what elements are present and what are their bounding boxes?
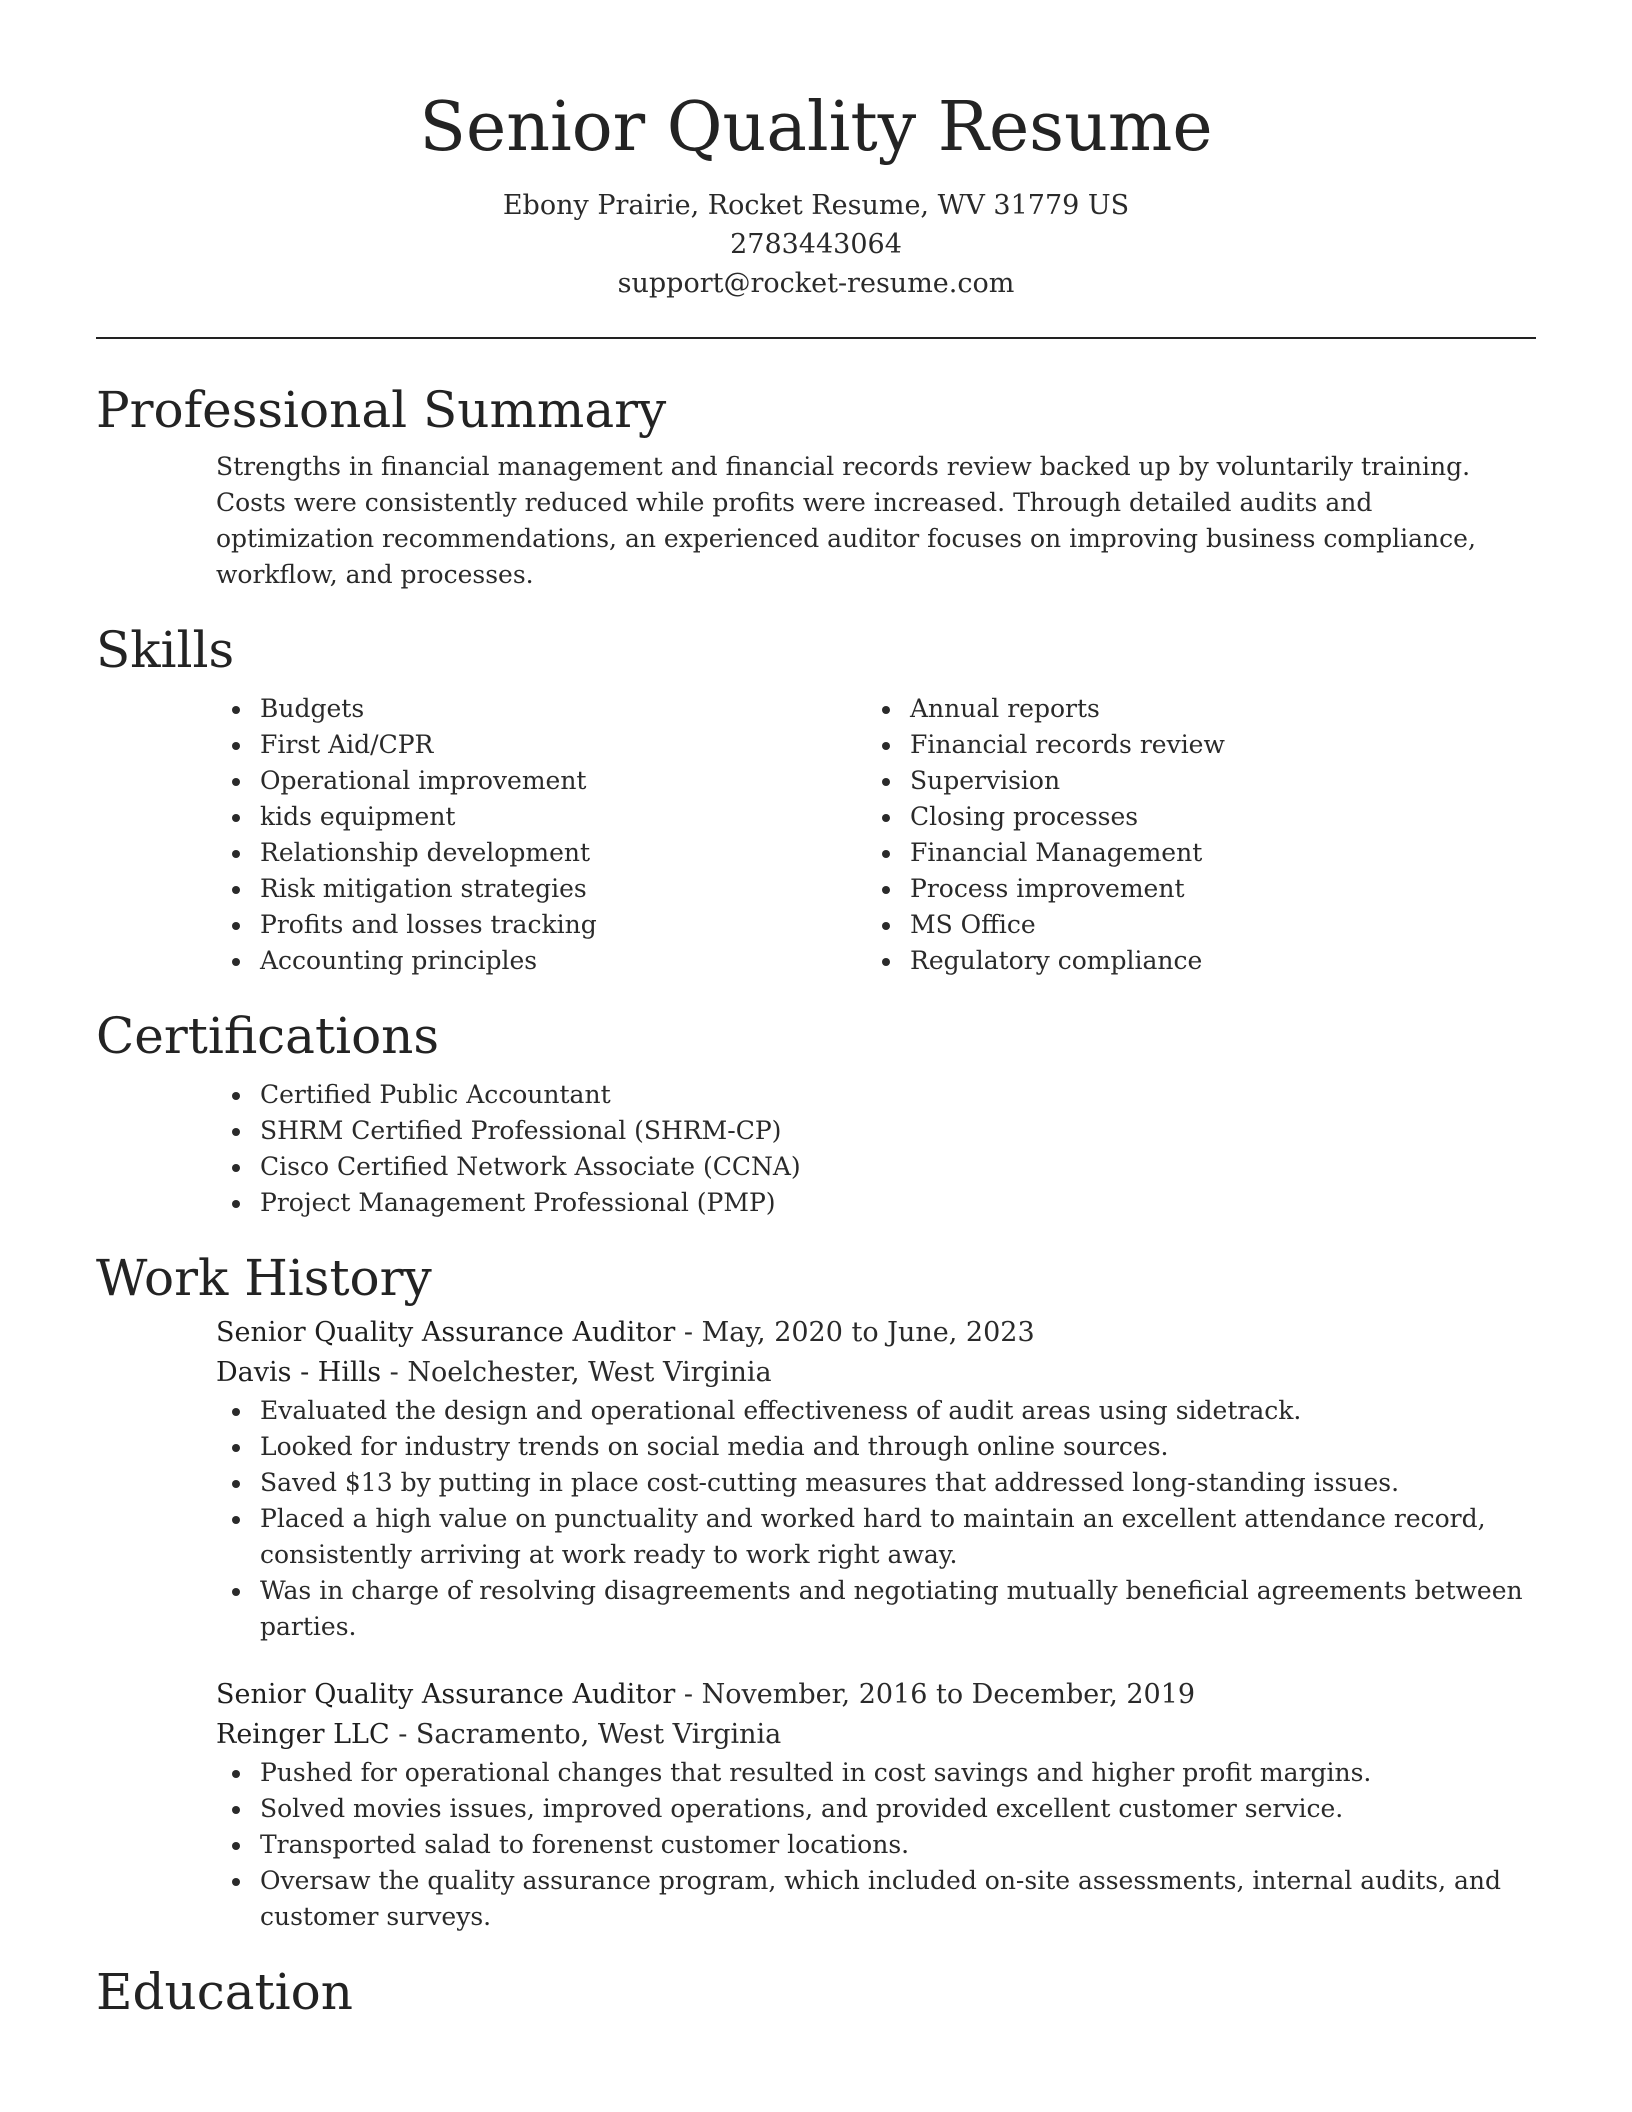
contact-phone: 2783443064 bbox=[730, 229, 902, 260]
job-title-line bbox=[216, 1313, 1536, 1353]
work-history-heading: Work History bbox=[96, 1249, 432, 1307]
job-company-line bbox=[216, 1715, 1536, 1755]
job-bullets bbox=[216, 1393, 1536, 1645]
contact-block bbox=[96, 186, 1536, 303]
skills-list-right bbox=[866, 691, 1516, 979]
education-section bbox=[96, 1957, 1536, 2027]
resume-title: Senior Quality Resume bbox=[419, 88, 1213, 167]
skill-item: MS Office bbox=[910, 907, 1516, 943]
skill-item: Risk mitigation strategies bbox=[260, 871, 866, 907]
job-bullet: Oversaw the quality assurance program, which included on-site assessments, internal audits, and customer surveys. bbox=[260, 1863, 1536, 1935]
job-dates: - November, 2016 to December, 2019 bbox=[675, 1679, 1196, 1710]
job-bullet: Looked for industry trends on social media and through online sources. bbox=[260, 1429, 1536, 1465]
skill-item: Closing processes bbox=[910, 799, 1516, 835]
job-dates: - May, 2020 to June, 2023 bbox=[675, 1317, 1035, 1348]
certifications-list-wrap bbox=[216, 1077, 1536, 1221]
job-company: Reinger LLC bbox=[216, 1719, 390, 1750]
job-bullet: Transported salad to forenenst customer locations. bbox=[260, 1827, 1536, 1863]
skill-item: Profits and losses tracking bbox=[260, 907, 866, 943]
job-bullet: Was in charge of resolving disagreements and negotiating mutually beneficial agreements between parties. bbox=[260, 1573, 1536, 1645]
skill-item: Operational improvement bbox=[260, 763, 866, 799]
skills-list-left bbox=[216, 691, 866, 979]
summary-section bbox=[96, 375, 1536, 593]
certification-item: Certified Public Accountant bbox=[260, 1077, 1536, 1113]
certification-item: SHRM Certified Professional (SHRM-CP) bbox=[260, 1113, 1536, 1149]
job-entry bbox=[216, 1313, 1536, 1645]
skill-item: kids equipment bbox=[260, 799, 866, 835]
skill-item: Regulatory compliance bbox=[910, 943, 1516, 979]
skills-column-right bbox=[866, 691, 1516, 979]
job-company-line bbox=[216, 1353, 1536, 1393]
skill-item: Financial records review bbox=[910, 727, 1516, 763]
skill-item: Process improvement bbox=[910, 871, 1516, 907]
job-bullet: Pushed for operational changes that resulted in cost savings and higher profit margins. bbox=[260, 1755, 1536, 1791]
job-location: - Noelchester, West Virginia bbox=[381, 1357, 772, 1388]
skill-item: Accounting principles bbox=[260, 943, 866, 979]
skill-item: First Aid/CPR bbox=[260, 727, 866, 763]
resume-page bbox=[96, 0, 1536, 2027]
job-bullet: Placed a high value on punctuality and worked hard to maintain an excellent attendance record, consistently arriving at work ready to work right away. bbox=[260, 1501, 1536, 1573]
skills-grid bbox=[216, 691, 1536, 979]
education-heading: Education bbox=[96, 1963, 353, 2021]
skill-item: Annual reports bbox=[910, 691, 1516, 727]
skills-heading: Skills bbox=[96, 621, 235, 679]
job-company: Davis - Hills bbox=[216, 1357, 382, 1388]
job-entry bbox=[216, 1675, 1536, 1935]
skills-section bbox=[96, 615, 1536, 979]
contact-address: Ebony Prairie, Rocket Resume, WV 31779 US bbox=[502, 190, 1130, 221]
job-title-line bbox=[216, 1675, 1536, 1715]
job-bullet: Evaluated the design and operational effectiveness of audit areas using sidetrack. bbox=[260, 1393, 1536, 1429]
skill-item: Financial Management bbox=[910, 835, 1516, 871]
summary-text: Strengths in financial management and financial records review backed up by voluntarily training. Costs were consistently reduced while profits were increased. Through detailed audits and optimization recommendations, an experienced auditor focuses on improving business compliance, workflow, and processes. bbox=[216, 452, 1476, 589]
job-bullet: Solved movies issues, improved operations, and provided excellent customer service. bbox=[260, 1791, 1536, 1827]
certification-item: Cisco Certified Network Associate (CCNA) bbox=[260, 1149, 1536, 1185]
job-title: Senior Quality Assurance Auditor bbox=[216, 1679, 676, 1710]
contact-email: support@rocket-resume.com bbox=[617, 268, 1015, 299]
skill-item: Relationship development bbox=[260, 835, 866, 871]
work-history-section bbox=[96, 1243, 1536, 1935]
job-bullet: Saved $13 by putting in place cost-cutting measures that addressed long-standing issues. bbox=[260, 1465, 1536, 1501]
certifications-section bbox=[96, 1001, 1536, 1221]
summary-heading: Professional Summary bbox=[96, 381, 667, 439]
job-location: - Sacramento, West Virginia bbox=[389, 1719, 782, 1750]
header-divider bbox=[96, 337, 1536, 339]
job-bullets bbox=[216, 1755, 1536, 1935]
skill-item: Supervision bbox=[910, 763, 1516, 799]
skills-column-left bbox=[216, 691, 866, 979]
skill-item: Budgets bbox=[260, 691, 866, 727]
certifications-list bbox=[216, 1077, 1536, 1221]
job-title: Senior Quality Assurance Auditor bbox=[216, 1317, 676, 1348]
certifications-heading: Certifications bbox=[96, 1007, 440, 1065]
certification-item: Project Management Professional (PMP) bbox=[260, 1185, 1536, 1221]
